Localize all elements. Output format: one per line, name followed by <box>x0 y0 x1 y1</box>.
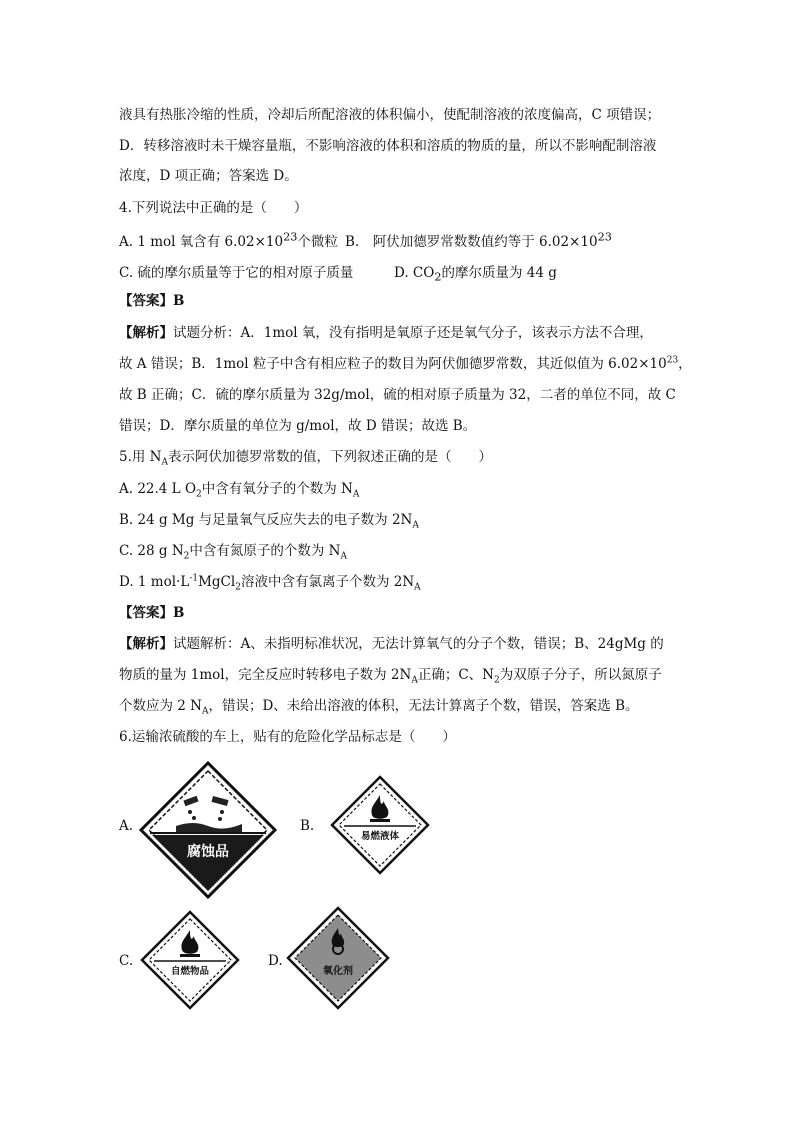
flammable-liquid-sign <box>330 775 430 875</box>
question-4-option-a: A. 1 mol 氧含有 $6.02\times 10^{23}$个微粒 <box>119 230 338 250</box>
question-6-stem: 6.运输浓硫酸的车上，贴有的危险化学品标志是（ ） <box>119 729 456 745</box>
question-5-stem: 5.用 $N_A$表示阿伏加德罗常数的值，下列叙述正确的是（ ） <box>119 449 492 468</box>
question-5-explanation: 物质的量为 1mol，完全反应时转移电子数为 $2N_A$正确；C、$N_2$为双原子分子，所以氮原子 <box>119 667 662 686</box>
corrosive-sign <box>138 760 278 900</box>
option-label-d: D. <box>268 953 283 969</box>
text-line: 浓度，D 项正确；答案选 D。 <box>119 168 298 184</box>
question-4-option-c: C. 硫的摩尔质量等于它的相对原子质量 <box>119 265 354 281</box>
sign-label: 易燃液体 <box>360 831 400 842</box>
sign-label: 自燃物品 <box>170 966 210 977</box>
question-5-option-a: A. 22.4 L $O_2$中含有氧分子的个数为 $N_A$ <box>119 481 360 500</box>
question-4-option-b: B. 阿伏加德罗常数数值约等于 $6.02\times 10^{23}$ <box>345 230 612 250</box>
question-5-explanation: 个数应为 2 $N_A$，错误；D、未给出溶液的体积，无法计算离子个数，错误，答案选 B。 <box>119 698 639 717</box>
question-5-answer: 【答案】B <box>119 605 185 621</box>
question-5-option-c: C. 28 g $N_2$中含有氮原子的个数为 $N_A$ <box>119 543 347 562</box>
question-4-stem: 4.下列说法中正确的是（ ） <box>119 200 308 216</box>
oxidizer-sign <box>286 906 390 1010</box>
text-line: D．转移溶液时未干燥容量瓶，不影响溶液的体积和溶质的物质的量，所以不影响配制溶液 <box>119 138 657 154</box>
spontaneous-combustion-sign <box>140 910 240 1010</box>
option-label-b: B. <box>300 818 315 834</box>
question-5-option-d: D. 1 $mol\cdot L^{-1}MgCl_2$溶液中含有氯离子个数为 $2N_A$ <box>119 573 421 593</box>
question-4-option-d: D. $CO_2$的摩尔质量为 44 g <box>394 265 557 284</box>
sign-label: 氧化剂 <box>323 966 353 977</box>
option-label-c: C. <box>119 953 134 969</box>
question-4-explanation: 【解析】试题分析：A．1mol 氧，没有指明是氧原子还是氧气分子，该表示方法不合理， <box>119 325 653 341</box>
sign-label: 腐蚀品 <box>187 844 229 860</box>
question-5-option-b: B. 24 g Mg 与足量氧气反应失去的电子数为 $2N_A$ <box>119 512 419 531</box>
question-4-explanation: 故 A 错误；B．1mol 粒子中含有相应粒子的数目为阿伏伽德罗常数，其近似值为 $6.02\times 10^{23}$， <box>119 355 692 372</box>
question-4-explanation: 故 B 正确；C．硫的摩尔质量为 32g/mol，硫的相对原子质量为 32，二者的单位不同，故 C <box>119 387 676 403</box>
question-4-answer: 【答案】B <box>119 293 185 309</box>
text-line: 液具有热胀冷缩的性质，冷却后所配溶液的体积偏小，使配制溶液的浓度偏高，C 项错误； <box>119 107 661 123</box>
question-5-explanation: 【解析】试题解析：A、未指明标准状况，无法计算氧气的分子个数，错误；B、24gMg 的 <box>119 636 664 652</box>
option-label-a: A. <box>119 818 134 834</box>
question-4-explanation: 错误；D．摩尔质量的单位为 g/mol，故 D 错误；故选 B。 <box>119 418 477 434</box>
